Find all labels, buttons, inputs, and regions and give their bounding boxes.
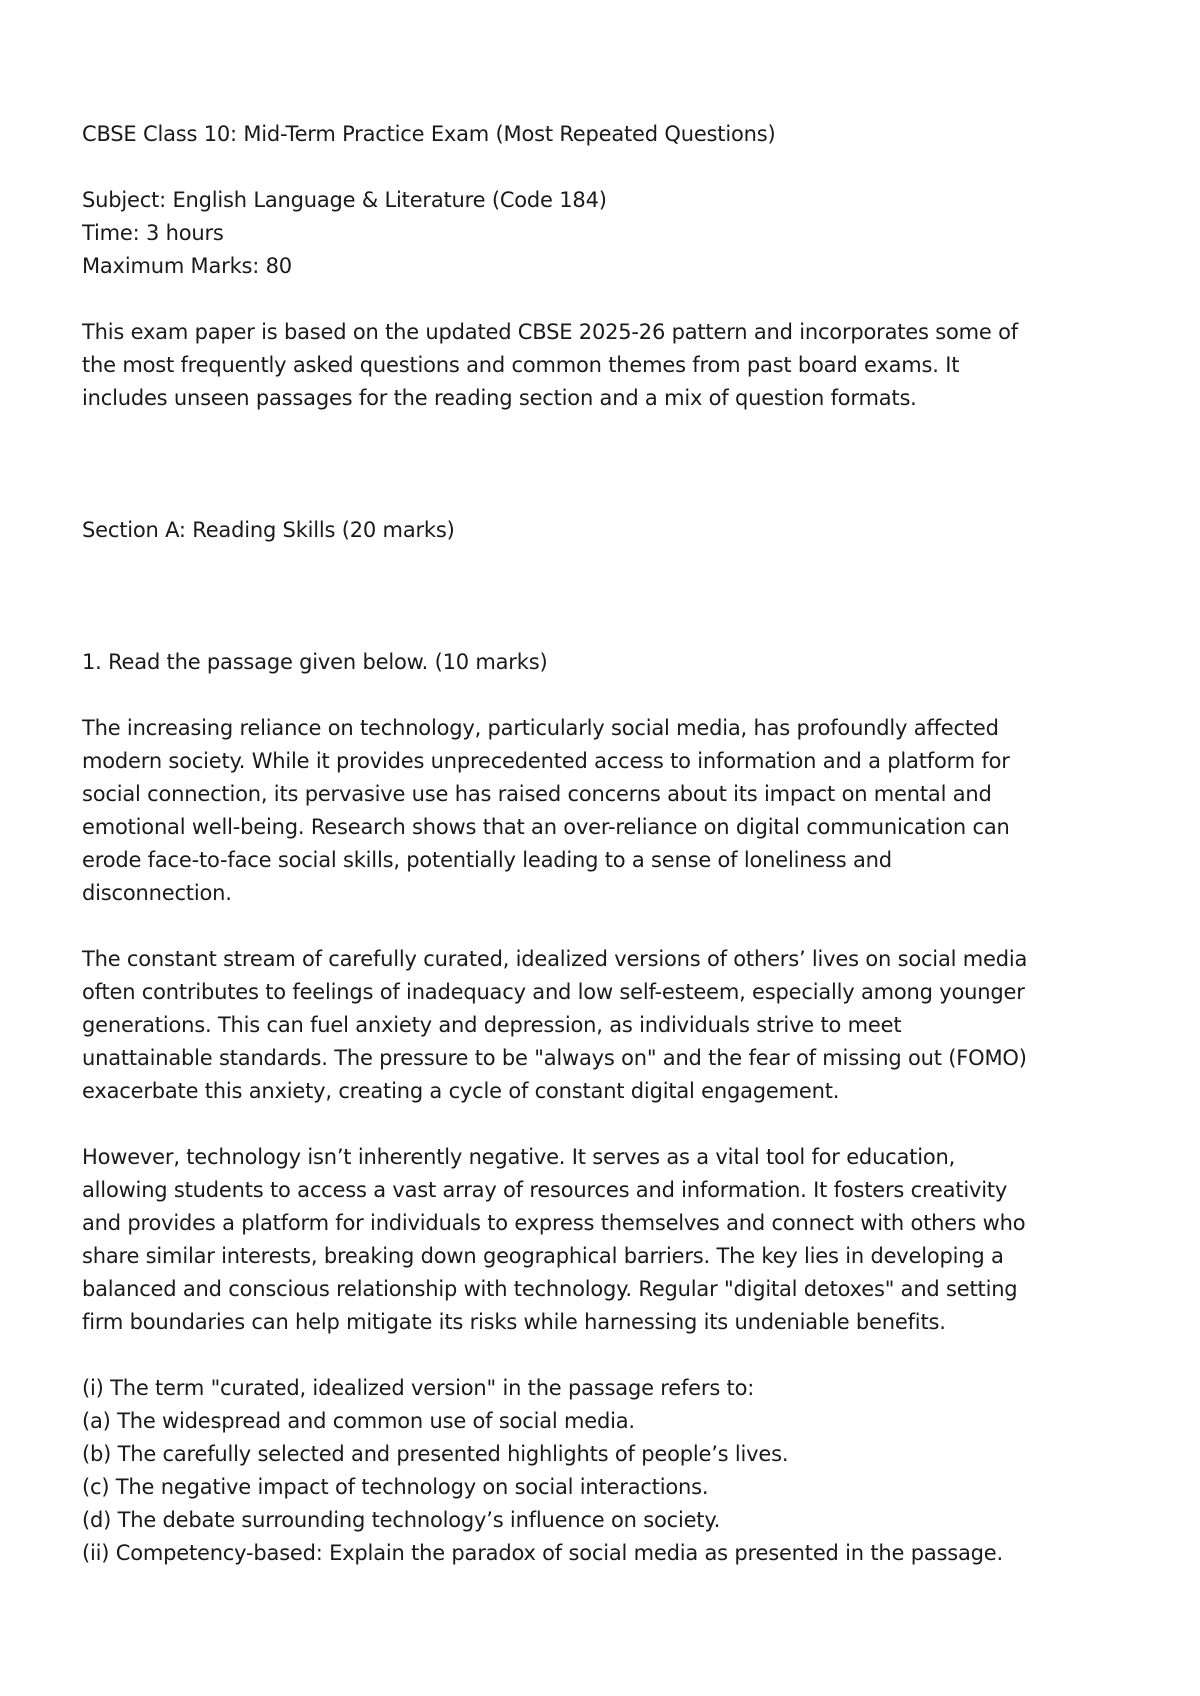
section-a-heading: Section A: Reading Skills (20 marks) [82,518,455,542]
question-item: (ii) Competency-based: Explain the paradox of social media as presented in the passage. [82,1541,1003,1565]
intro-paragraph [82,316,1132,415]
passage-line: social connection, its pervasive use has raised concerns about its impact on mental and [82,782,992,806]
time-line: Time: 3 hours [82,221,224,245]
passage-line: often contributes to feelings of inadequacy and low self-esteem, especially among younger [82,980,1025,1004]
passage-line: modern society. While it provides unprecedented access to information and a platform for [82,749,1010,773]
passage-line: allowing students to access a vast array of resources and information. It fosters creativity [82,1178,1008,1202]
passage-line: firm boundaries can help mitigate its risks while harnessing its undeniable benefits. [82,1310,946,1334]
question-item: (i) The term "curated, idealized version" in the passage refers to: [82,1376,755,1400]
intro-line: the most frequently asked questions and common themes from past board exams. It [82,353,960,377]
question-1-heading: 1. Read the passage given below. (10 marks) [82,650,548,674]
question-list [82,1372,1132,1570]
passage-paragraph-2 [82,943,1132,1108]
passage-line: The constant stream of carefully curated, idealized versions of others’ lives on social media [82,947,1028,971]
passage-line: share similar interests, breaking down geographical barriers. The key lies in developing a [82,1244,1004,1268]
answer-option: (b) The carefully selected and presented highlights of people’s lives. [82,1442,789,1466]
passage-line: unattainable standards. The pressure to be "always on" and the fear of missing out (FOMO) [82,1046,1027,1070]
max-marks-line: Maximum Marks: 80 [82,254,292,278]
answer-option: (d) The debate surrounding technology’s influence on society. [82,1508,721,1532]
answer-option: (c) The negative impact of technology on social interactions. [82,1475,709,1499]
answer-option: (a) The widespread and common use of social media. [82,1409,635,1433]
passage-line: However, technology isn’t inherently negative. It serves as a vital tool for education, [82,1145,956,1169]
passage-line: erode face-to-face social skills, potentially leading to a sense of loneliness and [82,848,892,872]
passage-line: emotional well-being. Research shows that an over-reliance on digital communication can [82,815,1010,839]
document-title: CBSE Class 10: Mid-Term Practice Exam (Most Repeated Questions) [82,122,776,146]
intro-line: This exam paper is based on the updated CBSE 2025-26 pattern and incorporates some of [82,320,1018,344]
passage-paragraph-1 [82,712,1132,910]
intro-line: includes unseen passages for the reading section and a mix of question formats. [82,386,917,410]
document-page [82,118,1132,1570]
passage-paragraph-3 [82,1141,1132,1339]
exam-meta [82,184,1132,283]
passage-line: generations. This can fuel anxiety and depression, as individuals strive to meet [82,1013,902,1037]
passage-line: and provides a platform for individuals to express themselves and connect with others who [82,1211,1026,1235]
passage-line: disconnection. [82,881,232,905]
passage-line: balanced and conscious relationship with technology. Regular "digital detoxes" and setting [82,1277,1018,1301]
subject-line: Subject: English Language & Literature (Code 184) [82,188,607,212]
passage-line: exacerbate this anxiety, creating a cycle of constant digital engagement. [82,1079,840,1103]
passage-line: The increasing reliance on technology, particularly social media, has profoundly affected [82,716,999,740]
